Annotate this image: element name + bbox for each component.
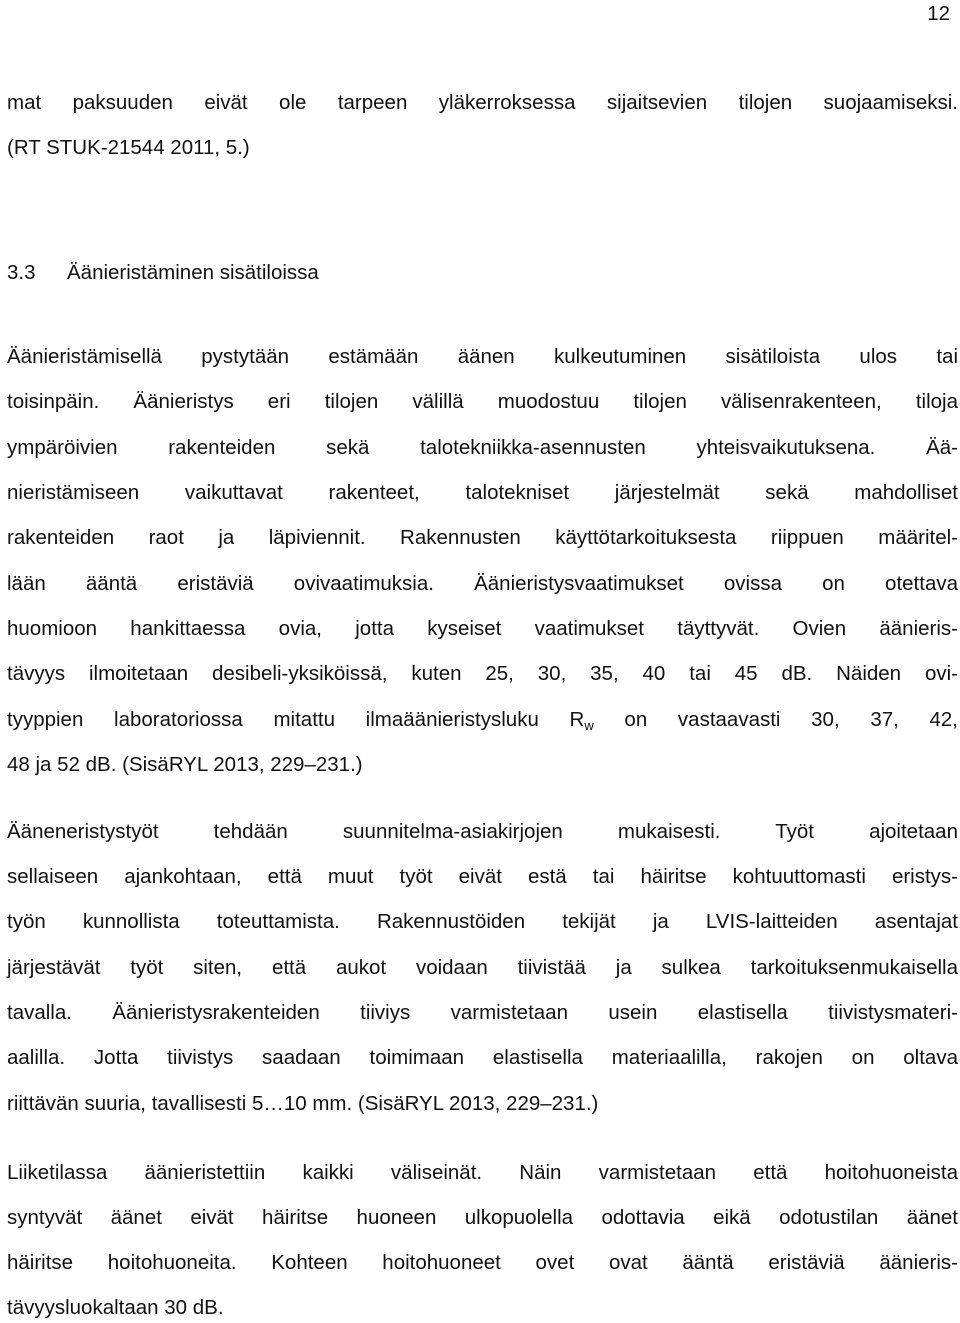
- paragraph-line: tävyysluokaltaan 30 dB.: [7, 1296, 224, 1319]
- section-title: Äänieristäminen sisätiloissa: [67, 261, 319, 284]
- paragraph-line: rakenteiden raot ja läpiviennit. Rakennusten käyttötarkoituksesta riippuen määritel-: [7, 526, 958, 549]
- paragraph-line: aalilla. Jotta tiivistys saadaan toimimaan elastisella materiaalilla, rakojen on oltava: [7, 1046, 958, 1069]
- paragraph-line: syntyvät äänet eivät häiritse huoneen ulkopuolella odottavia eikä odotustilan äänet: [7, 1206, 958, 1229]
- intro-line: mat paksuuden eivät ole tarpeen yläkerroksessa sijaitsevien tilojen suojaamiseksi.: [7, 91, 958, 114]
- rw-subscript: w: [584, 718, 594, 733]
- paragraph-line: työn kunnollista toteuttamista. Rakennustöiden tekijät ja LVIS-laitteiden asentajat: [7, 910, 958, 933]
- paragraph-line: tävyys ilmoitetaan desibeli-yksiköissä, kuten 25, 30, 35, 40 tai 45 dB. Näiden ovi-: [7, 662, 958, 685]
- paragraph-line: tavalla. Äänieristysrakenteiden tiiviys varmistetaan usein elastisella tiivistysmateri-: [7, 1001, 958, 1024]
- paragraph-line: 48 ja 52 dB. (SisäRYL 2013, 229–231.): [7, 753, 363, 776]
- rw-text-before: tyyppien laboratoriossa mitattu ilmaäänieristysluku R: [7, 708, 585, 731]
- paragraph-line: Liiketilassa äänieristettiin kaikki väliseinät. Näin varmistetaan että hoitohuoneista: [7, 1161, 958, 1184]
- paragraph-line: Äänieristämisellä pystytään estämään äänen kulkeutuminen sisätiloista ulos tai: [7, 345, 958, 368]
- intro-line: (RT STUK-21544 2011, 5.): [7, 136, 250, 159]
- paragraph-line: ympäröivien rakenteiden sekä talotekniikka-asennusten yhteisvaikutuksena. Ää-: [7, 436, 958, 459]
- section-heading: [7, 261, 319, 285]
- paragraph-line: järjestävät työt siten, että aukot voidaan tiivistää ja sulkea tarkoituksenmukaisella: [7, 956, 958, 979]
- paragraph-line: toisinpäin. Äänieristys eri tilojen välillä muodostuu tilojen välisenrakenteen, tiloja: [7, 390, 958, 413]
- paragraph-line: riittävän suuria, tavallisesti 5…10 mm. (SisäRYL 2013, 229–231.): [7, 1092, 599, 1115]
- paragraph-line: Ääneneristystyöt tehdään suunnitelma-asiakirjojen mukaisesti. Työt ajoitetaan: [7, 820, 958, 843]
- rw-text-after: on vastaavasti 30, 37, 42,: [593, 708, 959, 731]
- paragraph-line: nieristämiseen vaikuttavat rakenteet, talotekniset järjestelmät sekä mahdolliset: [7, 481, 958, 504]
- paragraph-line-rw: [7, 708, 958, 732]
- paragraph-line: sellaiseen ajankohtaan, että muut työt eivät estä tai häiritse kohtuuttomasti eristys-: [7, 865, 958, 888]
- section-number: 3.3: [7, 261, 36, 284]
- page-number: 12: [927, 2, 950, 25]
- paragraph-line: lään ääntä eristäviä ovivaatimuksia. Äänieristysvaatimukset ovissa on otettava: [7, 572, 958, 595]
- paragraph-line: huomioon hankittaessa ovia, jotta kyseiset vaatimukset täyttyvät. Ovien äänieris-: [7, 617, 958, 640]
- paragraph-line: häiritse hoitohuoneita. Kohteen hoitohuoneet ovet ovat ääntä eristäviä äänieris-: [7, 1251, 958, 1274]
